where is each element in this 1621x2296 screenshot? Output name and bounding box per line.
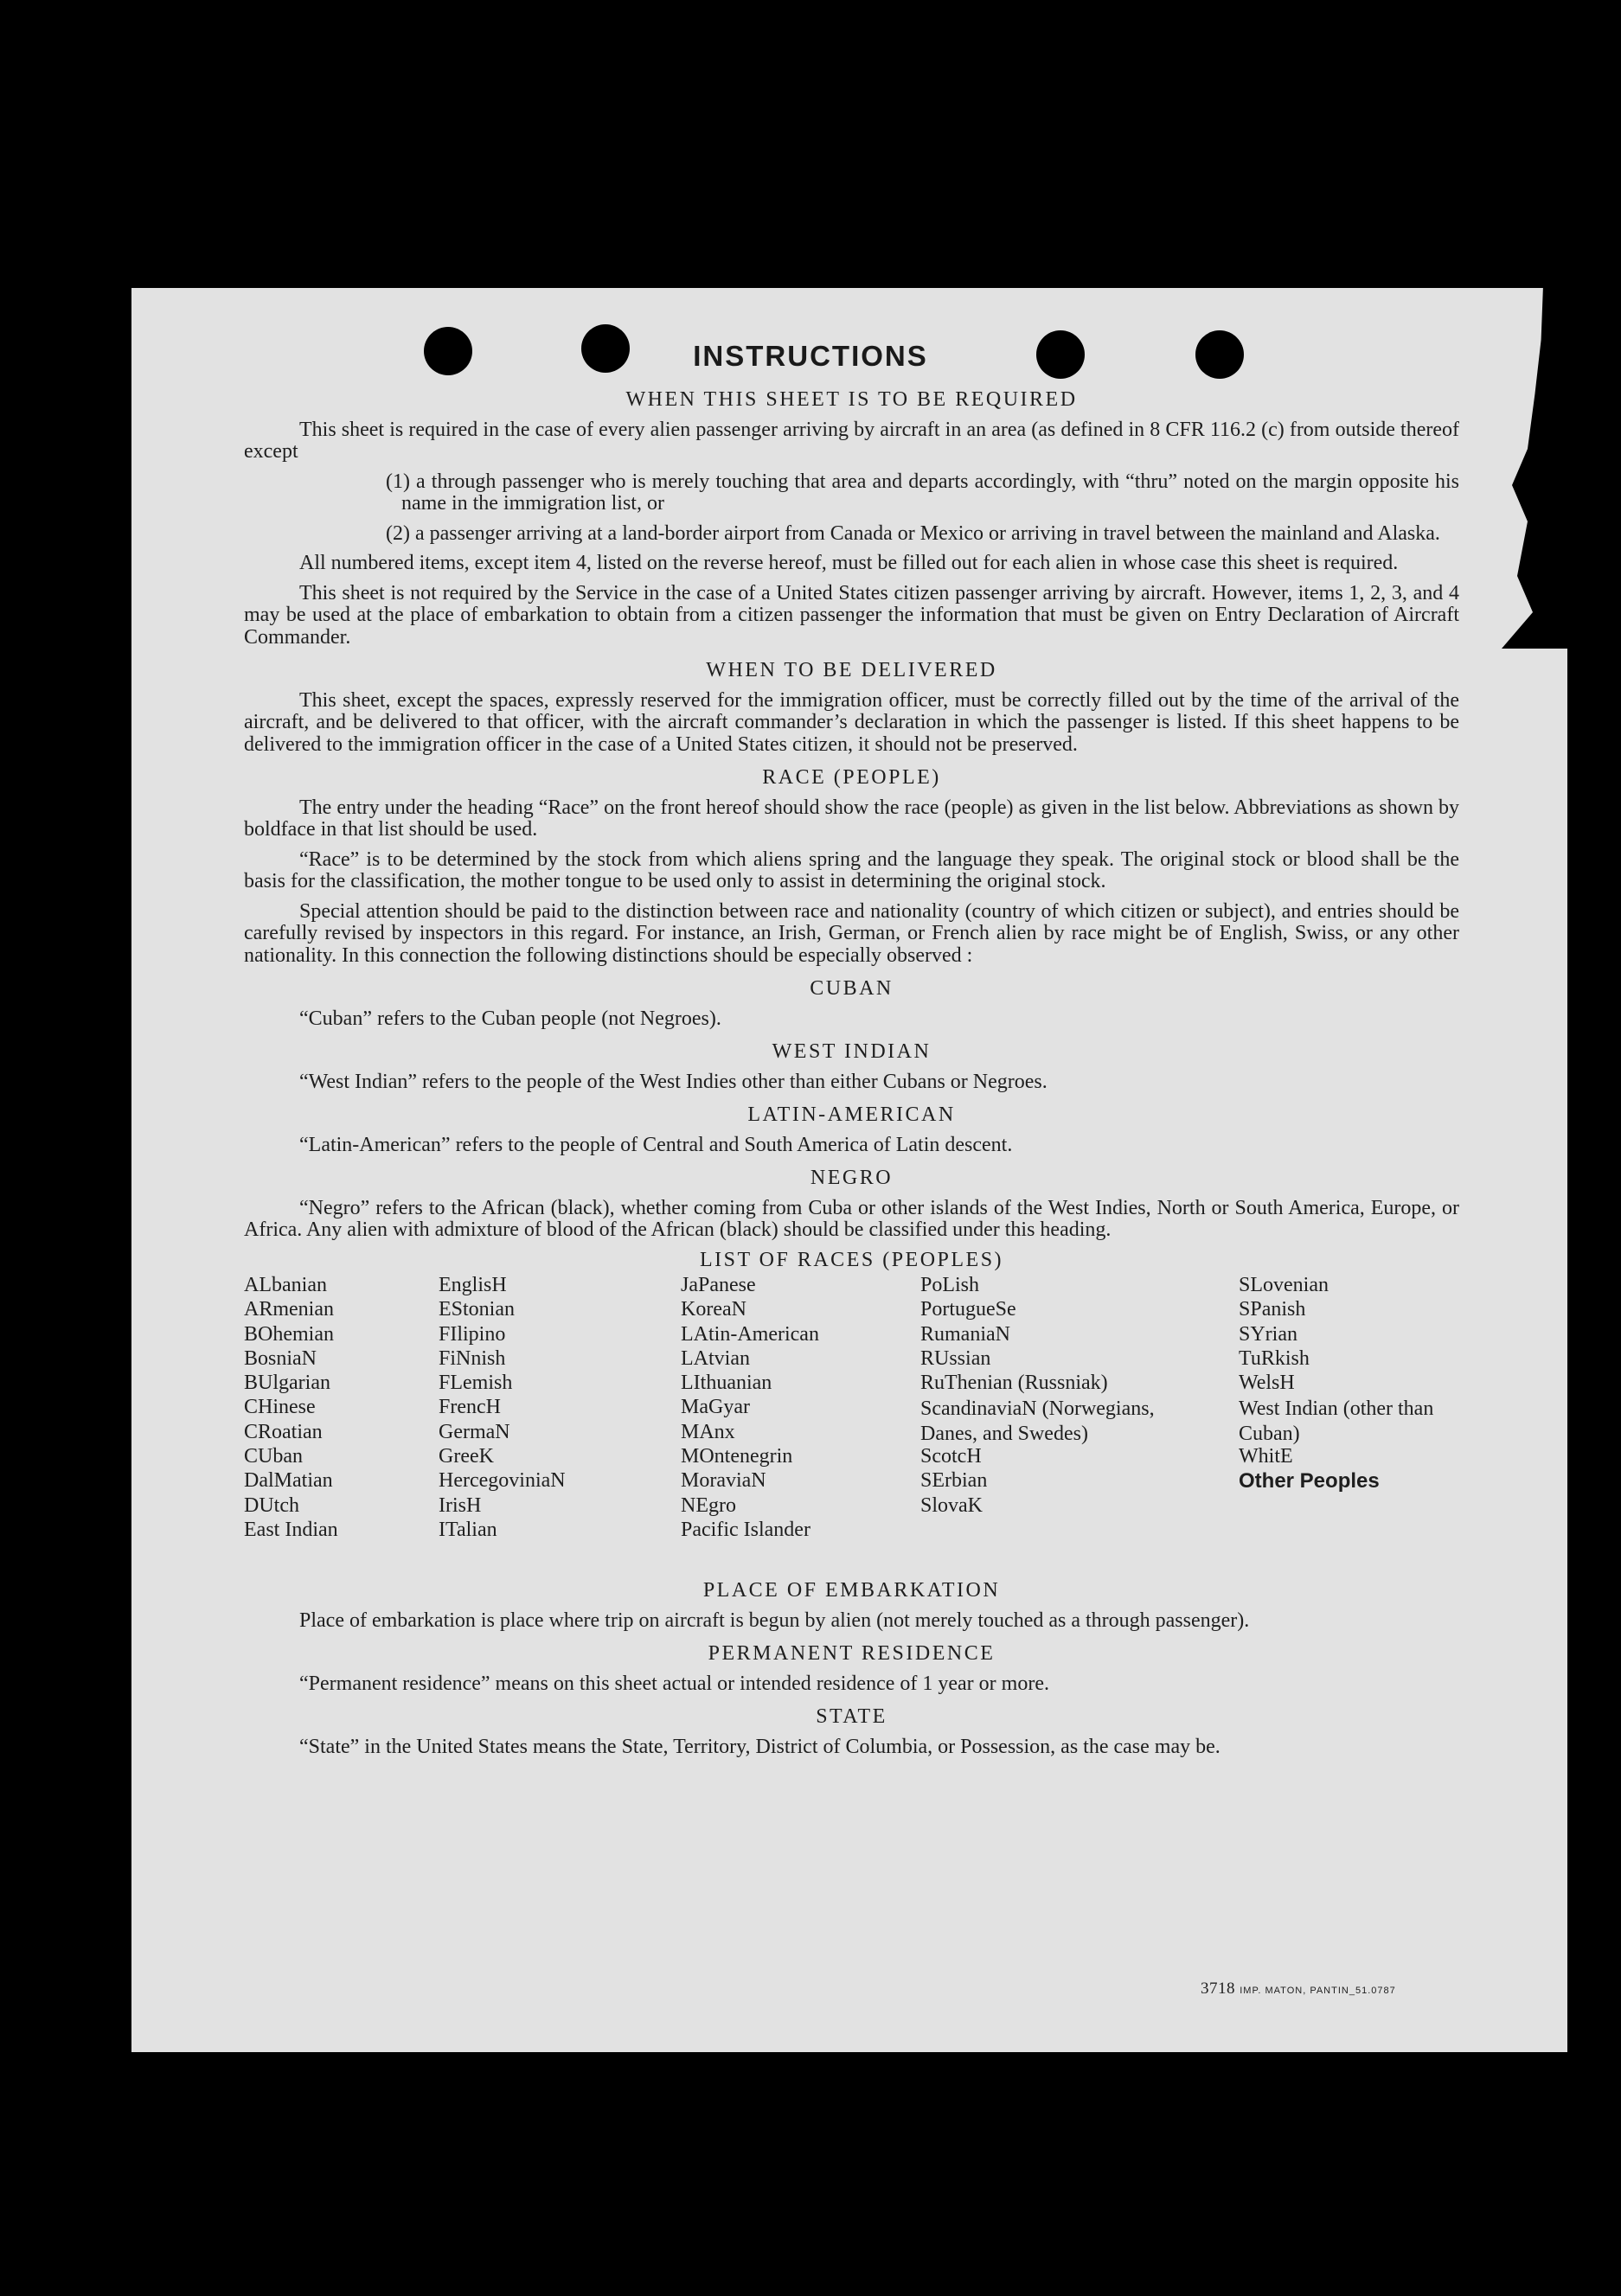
race-column (920, 1275, 1180, 1519)
paragraph: “Race” is to be determined by the stock from which aliens spring and the language they speak. The original stock or blood shall be the basis for the classification, the mother tongue to be used only to assist in determining the original stock. (244, 847, 1459, 892)
paragraph: Special attention should be paid to the distinction between race and nationality (country of which citizen or subject), and entries should be carefully revised by inspectors in this regard. For instance, an Irish, German, or French alien by race might be of English, Swiss, or any other nationality. In this connection the following distinctions should be especially observed : (244, 899, 1459, 967)
race-item: RuThenian (Russniak) (920, 1372, 1108, 1395)
race-item: WelsH (1239, 1372, 1295, 1395)
race-item: ScotcH (920, 1445, 982, 1468)
paragraph: This sheet is not required by the Service in the case of a United States citizen passenger arriving by aircraft. However, items 1, 2, 3, and 4 may be used at the place of embarkation to obtain from a citizen passenger the information that must be given on Entry Declaration of Aircraft Commander. (244, 581, 1459, 649)
race-item: CUban (244, 1445, 303, 1468)
race-item: SLovenian (1239, 1274, 1329, 1296)
paragraph: This sheet, except the spaces, expressly reserved for the immigration officer, must be correctly filled out by the time of the arrival of the aircraft, and be delivered to that officer, with the aircraft commander’s declaration in which the passenger is listed. If this sheet happens to be delivered to the immigration officer in the case of a United States citizen, it should not be preserved. (244, 688, 1459, 756)
race-item: KoreaN (681, 1298, 746, 1321)
printer-name: IMP. MATON, PANTIN_51.0787 (1240, 1986, 1396, 1996)
race-item: FiNnish (439, 1346, 506, 1370)
race-item: CHinese (244, 1396, 316, 1419)
race-item: ITalian (439, 1518, 497, 1541)
race-item: LAtvian (681, 1346, 750, 1370)
race-item: DUtch (244, 1493, 299, 1517)
list-item: (1) a through passenger who is merely touching that area and departs accordingly, with “thru” noted on the margin opposite his name in the immigration list, or (386, 470, 1459, 515)
paragraph: “Negro” refers to the African (black), whether coming from Cuba or other islands of the West Indies, North or South America, Europe, or Africa. Any alien with admixture of blood of the African (black) should be classified under this heading. (244, 1196, 1459, 1241)
race-item: MaGyar (681, 1396, 750, 1419)
instructions-body (244, 389, 1459, 1766)
race-item: GreeK (439, 1445, 494, 1468)
race-item: ARmenian (244, 1298, 334, 1321)
race-item: LAtin-American (681, 1322, 819, 1346)
race-item: EStonian (439, 1298, 515, 1321)
race-item: BUlgarian (244, 1372, 330, 1395)
race-item: SYrian (1239, 1322, 1297, 1346)
race-column (439, 1275, 655, 1544)
list-item: (2) a passenger arriving at a land-border airport from Canada or Mexico or arriving in travel between the mainland and Alaska. (386, 521, 1440, 545)
form-number: 3718 (1201, 1979, 1235, 1998)
race-item: SPanish (1239, 1298, 1306, 1321)
section-heading: CUBAN (810, 977, 894, 1000)
race-item: IrisH (439, 1493, 482, 1517)
race-item: PoLish (920, 1274, 980, 1296)
section-heading: WHEN TO BE DELIVERED (706, 659, 997, 681)
race-item: HercegoviniaN (439, 1469, 566, 1493)
paragraph: “State” in the United States means the State, Territory, District of Columbia, or Possession, as the case may be. (299, 1735, 1221, 1758)
paragraph: The entry under the heading “Race” on the front hereof should show the race (people) as given in the list below. Abbreviations as shown by boldface in that list should be used. (244, 796, 1459, 841)
paragraph: All numbered items, except item 4, listed on the reverse hereof, must be filled out for each alien in whose case this sheet is required. (299, 552, 1399, 574)
paragraph: “West Indian” refers to the people of the West Indies other than either Cubans or Negroes. (299, 1070, 1048, 1093)
paragraph: “Latin-American” refers to the people of Central and South America of Latin descent. (299, 1133, 1013, 1156)
race-item: Other Peoples (1239, 1469, 1380, 1493)
section-heading: STATE (816, 1705, 887, 1728)
race-column (681, 1275, 914, 1544)
race-item: PortugueSe (920, 1298, 1016, 1321)
race-item: SlovaK (920, 1493, 983, 1517)
race-item: West Indian (other than Cuban) (1239, 1397, 1434, 1445)
paragraph: Place of embarkation is place where trip on aircraft is begun by alien (not merely touched as a through passenger). (299, 1608, 1250, 1632)
page-title: INSTRUCTIONS (693, 340, 928, 372)
section-heading: PLACE OF EMBARKATION (702, 1579, 1001, 1602)
race-item: BosniaN (244, 1346, 317, 1370)
race-item: ScandinaviaN (Norwegians, Danes, and Swedes) (920, 1397, 1155, 1445)
race-column (1239, 1275, 1459, 1495)
race-item: TuRkish (1239, 1346, 1310, 1370)
race-item: NEgro (681, 1493, 736, 1517)
race-item: FLemish (439, 1372, 513, 1395)
race-item: East Indian (244, 1518, 338, 1541)
paragraph: This sheet is required in the case of every alien passenger arriving by aircraft in an area (as defined in 8 CFR 116.2 (c) from outside thereof except (244, 418, 1459, 463)
race-item: Pacific Islander (681, 1518, 810, 1541)
section-heading: LATIN-AMERICAN (747, 1103, 956, 1126)
race-item: LIthuanian (681, 1372, 772, 1395)
race-item: CRoatian (244, 1420, 323, 1443)
race-item: EnglisH (439, 1274, 507, 1296)
race-item: SErbian (920, 1469, 988, 1493)
race-item: MoraviaN (681, 1469, 766, 1493)
section-heading: WHEN THIS SHEET IS TO BE REQUIRED (625, 388, 1078, 411)
race-item: FrencH (439, 1396, 501, 1419)
race-item: MAnx (681, 1420, 735, 1443)
section-heading: NEGRO (810, 1167, 894, 1189)
race-item: RumaniaN (920, 1322, 1010, 1346)
race-item: BOhemian (244, 1322, 334, 1346)
race-item: RUssian (920, 1346, 991, 1370)
race-item: ALbanian (244, 1274, 327, 1296)
paragraph: “Permanent residence” means on this sheet actual or intended residence of 1 year or more. (299, 1672, 1049, 1695)
race-list (244, 1275, 1459, 1569)
section-heading: LIST OF RACES (PEOPLES) (699, 1248, 1004, 1271)
section-heading: WEST INDIAN (772, 1040, 932, 1063)
race-item: DalMatian (244, 1469, 333, 1493)
printer-mark (1201, 1979, 1396, 1999)
paragraph: “Cuban” refers to the Cuban people (not Negroes). (299, 1007, 721, 1030)
race-item: GermaN (439, 1420, 510, 1443)
section-heading: RACE (PEOPLE) (762, 766, 941, 789)
race-item: WhitE (1239, 1445, 1293, 1468)
race-item: MOntenegrin (681, 1445, 793, 1468)
section-heading: PERMANENT RESIDENCE (708, 1642, 996, 1665)
race-column (244, 1275, 417, 1544)
race-item: JaPanese (681, 1274, 756, 1296)
race-item: FIlipino (439, 1322, 506, 1346)
